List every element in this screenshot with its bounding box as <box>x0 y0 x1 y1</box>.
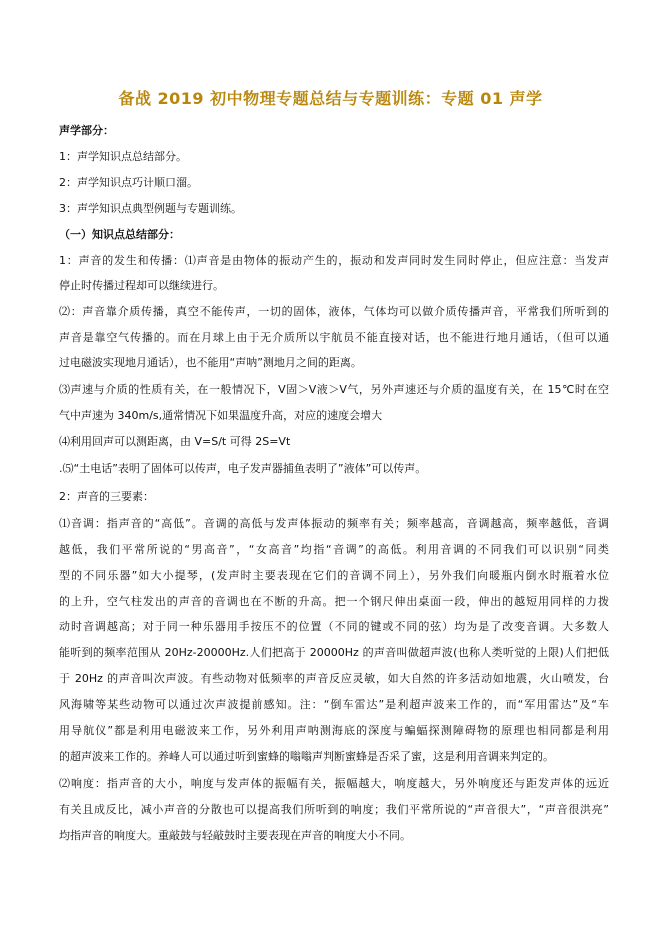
paragraph-line: ⑴音调：指声音的“高低”。音调的高低与发声体振动的频率有关；频率越高，音调越高，频率越低，音调 <box>59 517 609 530</box>
section-heading-summary: （一）知识点总结部分： <box>59 228 180 241</box>
list-item: 2：声学知识点巧计顺口溜。 <box>59 176 198 189</box>
paragraph-line: 均指声音的响度大。重敲鼓与轻敲鼓时主要表现在声音的响度大小不同。 <box>59 829 411 842</box>
paragraph-line: 型的不同乐器”如大小提琴，(发声时主要表现在它们的音调不同上），另外我们向暖瓶内倒水时瓶着水位 <box>59 569 609 582</box>
section-heading-three-elements: 2：声音的三要素： <box>59 490 154 503</box>
paragraph-line: 过电磁波实现地月通话），也不能用“声呐”测地月之间的距离。 <box>59 356 362 369</box>
paragraph-line: 的上升，空气柱发出的声音的音调也在不断的升高。把一个钢尺伸出桌面一段，伸出的越短用同样的力拨 <box>59 595 609 608</box>
list-item: 3：声学知识点典型例题与专题训练。 <box>59 202 242 215</box>
paragraph-line: 于 20Hz 的声音叫次声波。有些动物对低频率的声音反应灵敏，如大自然的许多活动如地震，火山喷发，台 <box>59 672 609 685</box>
paragraph-line: 的超声波来工作的。养峰人可以通过听到蜜蜂的嗡嗡声判断蜜蜂是否采了蜜，这是利用音调来判定的。 <box>59 750 554 763</box>
paragraph-line: ⑷利用回声可以测距离，由 V=S/t 可得 2S=Vt <box>59 435 291 448</box>
paragraph-line: 声音是靠空气传播的。而在月球上由于无介质所以宇航员不能直接对话，也不能进行地月通话，（但可以通 <box>59 331 609 344</box>
paragraph-line: 1：声音的发生和传播：⑴声音是由物体的振动产生的，振动和发声同时发生同时停止，但应注意：当发声 <box>59 254 609 267</box>
paragraph-line: 风海啸等某些动物可以通过次声波提前感知。注：“倒车雷达”是利超声波来工作的，而“军用雷达”及“车 <box>59 698 609 711</box>
list-item: 1：声学知识点总结部分。 <box>59 150 187 163</box>
paragraph-line: 动时音调越高；对于同一种乐器用手按压不的位置（不同的键或不同的弦）均为是了改变音调。大多数人 <box>59 620 609 633</box>
paragraph-line: 能听到的频率范围从 20Hz-20000Hz.人们把高于 20000Hz 的声音叫做超声波(也称人类听觉的上限)人们把低 <box>59 646 609 659</box>
paragraph-line: .⑸“土电话”表明了固体可以传声，电子发声器捕鱼表明了”液体”可以传声。 <box>59 462 427 475</box>
paragraph-line: 用导航仪”都是利用电磁波来工作，另外利用声呐测海底的深度与蝙蝠探测障碍物的原理也相同都是利用 <box>59 724 609 737</box>
paragraph-line: 气中声速为 340m/s,通常情况下如果温度升高，对应的速度会增大 <box>59 409 383 422</box>
paragraph-line: ⑵：声音靠介质传播，真空不能传声，一切的固体，液体，气体均可以做介质传播声音，平常我们所听到的 <box>59 305 609 318</box>
paragraph-line: ⑵响度：指声音的大小，响度与发声体的振幅有关，振幅越大，响度越大，另外响度还与距发声体的远近 <box>59 777 609 790</box>
document-title: 备战 2019 初中物理专题总结与专题训练：专题 01 声学 <box>118 89 543 108</box>
section-heading-acoustics: 声学部分： <box>59 124 114 137</box>
paragraph-line: ⑶声速与介质的性质有关，在一般情况下，V固＞V液＞V气，另外声速还与介质的温度有关，在 15℃时在空 <box>59 383 609 396</box>
paragraph-line: 越低，我们平常所说的“男高音”，“女高音”均指“音调”的高低。利用音调的不同我们可以识别“同类 <box>59 543 609 556</box>
paragraph-line: 停止时传播过程却可以继续进行。 <box>59 279 224 292</box>
paragraph-line: 有关且成反比，减小声音的分散也可以提高我们所听到的响度；我们平常所说的“声音很大”，“声音很洪亮” <box>59 803 609 816</box>
